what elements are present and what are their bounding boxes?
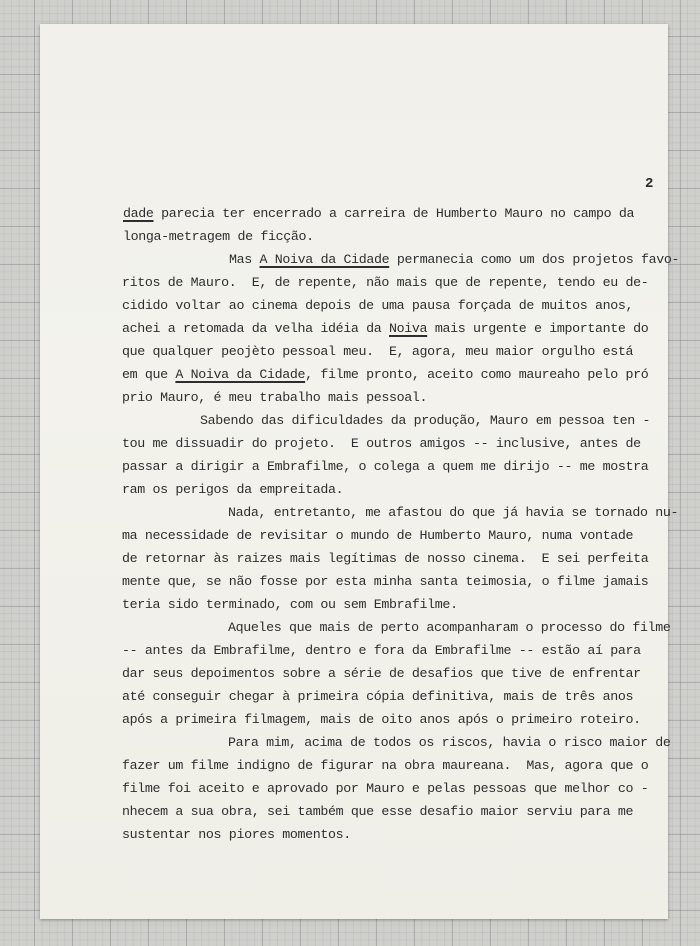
underlined-title: A Noiva da Cidade bbox=[175, 367, 306, 382]
text-line bbox=[122, 804, 633, 820]
text-segment: longa-metragem de ficção. bbox=[123, 229, 314, 244]
text-segment: teria sido terminado, com ou sem Embrafilme. bbox=[122, 597, 458, 612]
text-line bbox=[229, 252, 679, 268]
underlined-title: dade bbox=[123, 206, 154, 221]
text-line bbox=[122, 551, 648, 567]
text-line bbox=[228, 505, 678, 521]
text-segment: após a primeira filmagem, mais de oito anos após o primeiro roteiro. bbox=[122, 712, 641, 727]
text-segment: cidido voltar ao cinema depois de uma pausa forçada de muitos anos, bbox=[122, 298, 634, 313]
text-line bbox=[228, 620, 671, 636]
text-segment: mente que, se não fosse por esta minha santa teimosia, o filme jamais bbox=[122, 574, 649, 589]
text-segment: tou me dissuadir do projeto. E outros amigos -- inclusive, antes de bbox=[122, 436, 641, 451]
text-segment: -- antes da Embrafilme, dentro e fora da Embrafilme -- estão aí para bbox=[122, 643, 641, 658]
text-line bbox=[122, 827, 351, 843]
text-line bbox=[122, 689, 633, 705]
text-line bbox=[122, 643, 641, 659]
text-line bbox=[122, 712, 641, 728]
text-line bbox=[122, 781, 648, 797]
text-segment: mais urgente e importante do bbox=[427, 321, 649, 336]
text-line bbox=[122, 666, 641, 682]
text-line bbox=[123, 206, 634, 222]
text-segment: nhecem a sua obra, sei também que esse desafio maior serviu para me bbox=[122, 804, 634, 819]
text-segment: Para mim, acima de todos os riscos, havia o risco maior de bbox=[228, 735, 671, 750]
text-line bbox=[122, 597, 458, 613]
text-segment: achei a retomada da velha idéia da bbox=[122, 321, 390, 336]
text-segment: Mas bbox=[229, 252, 260, 267]
text-line bbox=[122, 367, 648, 383]
text-line bbox=[122, 321, 648, 337]
text-segment: Sabendo das dificuldades da produção, Mauro em pessoa ten - bbox=[200, 413, 651, 428]
text-segment: prio Mauro, é meu trabalho mais pessoal. bbox=[122, 390, 428, 405]
text-line bbox=[200, 413, 650, 429]
text-line bbox=[122, 390, 427, 406]
text-segment: que qualquer peojèto pessoal meu. E, agora, meu maior orgulho está bbox=[122, 344, 634, 359]
text-line bbox=[122, 482, 343, 498]
text-line bbox=[123, 229, 314, 245]
text-line bbox=[122, 275, 648, 291]
text-line bbox=[122, 574, 648, 590]
text-line bbox=[122, 436, 641, 452]
text-segment: passar a dirigir a Embrafilme, o colega a quem me dirijo -- me mostra bbox=[122, 459, 649, 474]
text-segment: permanecia como um dos projetos favo- bbox=[389, 252, 680, 267]
text-segment: até conseguir chegar à primeira cópia definitiva, mais de três anos bbox=[122, 689, 634, 704]
text-segment: sustentar nos piores momentos. bbox=[122, 827, 351, 842]
underlined-title: A Noiva da Cidade bbox=[259, 252, 390, 267]
text-segment: fazer um filme indigno de figurar na obra maureana. Mas, agora que o bbox=[122, 758, 649, 773]
text-segment: dar seus depoimentos sobre a série de desafios que tive de enfrentar bbox=[122, 666, 641, 681]
text-segment: de retornar às raizes mais legítimas de nosso cinema. E sei perfeita bbox=[122, 551, 649, 566]
text-segment: Aqueles que mais de perto acompanharam o processo do filme bbox=[228, 620, 671, 635]
text-segment: ma necessidade de revisitar o mundo de Humberto Mauro, numa vontade bbox=[122, 528, 634, 543]
text-segment: em que bbox=[122, 367, 176, 382]
text-line bbox=[122, 528, 633, 544]
text-segment: ram os perigos da empreitada. bbox=[122, 482, 344, 497]
text-line bbox=[122, 459, 648, 475]
underlined-title: Noiva bbox=[389, 321, 428, 336]
text-segment: Nada, entretanto, me afastou do que já havia se tornado nu- bbox=[228, 505, 679, 520]
text-segment: ritos de Mauro. E, de repente, não mais que de repente, tendo eu de- bbox=[122, 275, 649, 290]
page-number: 2 bbox=[645, 176, 654, 192]
text-line bbox=[228, 735, 671, 751]
text-line bbox=[122, 298, 633, 314]
text-segment: parecia ter encerrado a carreira de Humberto Mauro no campo da bbox=[153, 206, 635, 221]
text-line bbox=[122, 758, 648, 774]
text-line bbox=[122, 344, 633, 360]
text-segment: filme foi aceito e aprovado por Mauro e pelas pessoas que melhor co - bbox=[122, 781, 649, 796]
text-segment: , filme pronto, aceito como maureaho pelo pró bbox=[305, 367, 649, 382]
